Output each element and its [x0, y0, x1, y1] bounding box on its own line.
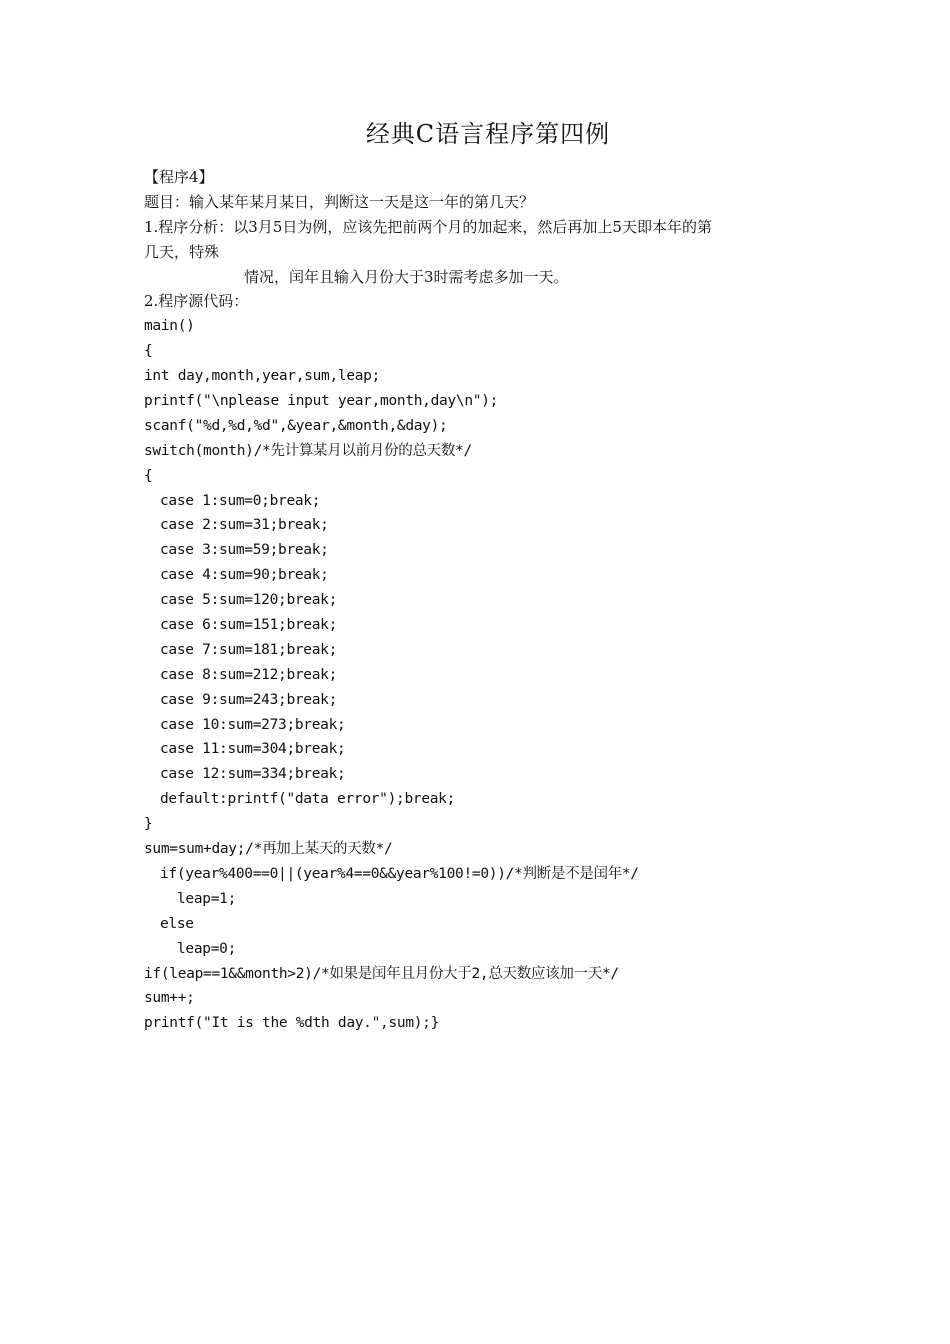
code-line: case 4:sum=90;break;: [160, 567, 329, 584]
code-block: [144, 314, 824, 1036]
code-line: {: [144, 467, 153, 484]
code-line: sum++;: [144, 990, 195, 1007]
code-line: main(): [144, 318, 195, 335]
analysis-line-3: 情况，闰年且输入月份大于3时需考虑多加一天。: [244, 267, 569, 286]
code-line: int day,month,year,sum,leap;: [144, 368, 381, 385]
code-line: default:printf("data error");break;: [160, 791, 456, 808]
code-line: case 7:sum=181;break;: [160, 641, 338, 658]
code-line: printf("\nplease input year,month,day\n");: [144, 393, 499, 410]
problem-statement: 题目：输入某年某月某日，判断这一天是这一年的第几天？: [144, 192, 535, 211]
code-line: case 3:sum=59;break;: [160, 542, 329, 559]
code-line: if(year%400==0||(year%4==0&&year%100!=0))/*判断是不是闰年*/: [160, 865, 639, 882]
code-line: leap=0;: [177, 940, 237, 957]
code-line: case 1:sum=0;break;: [160, 492, 321, 509]
document-body: [144, 165, 824, 1036]
code-line: {: [144, 343, 153, 360]
program-heading: 【程序4】: [144, 168, 214, 186]
code-line: case 8:sum=212;break;: [160, 666, 338, 683]
code-line: case 5:sum=120;break;: [160, 592, 338, 609]
code-line: scanf("%d,%d,%d",&year,&month,&day);: [144, 417, 448, 434]
code-line: case 9:sum=243;break;: [160, 691, 338, 708]
analysis-line-2: 几天，特殊: [144, 242, 220, 261]
document-title: 经典C语言程序第四例: [365, 120, 611, 148]
code-line: case 12:sum=334;break;: [160, 766, 346, 783]
code-line: leap=1;: [177, 890, 237, 907]
code-line: case 10:sum=273;break;: [160, 716, 346, 733]
code-line: if(leap==1&&month>2)/*如果是闰年且月份大于2,总天数应该加一天*/: [144, 965, 619, 982]
analysis-line-1: 1.程序分析：以3月5日为例，应该先把前两个月的加起来，然后再加上5天即本年的第: [144, 217, 712, 236]
code-line: case 2:sum=31;break;: [160, 517, 329, 534]
code-line: sum=sum+day;/*再加上某天的天数*/: [144, 841, 393, 858]
code-line: case 11:sum=304;break;: [160, 741, 346, 758]
code-line: }: [144, 816, 153, 833]
source-heading: 2.程序源代码：: [144, 292, 249, 311]
code-line: else: [160, 915, 194, 932]
code-line: printf("It is the %dth day.",sum);}: [144, 1015, 440, 1032]
code-line: case 6:sum=151;break;: [160, 617, 338, 634]
code-line: switch(month)/*先计算某月以前月份的总天数*/: [144, 442, 472, 459]
